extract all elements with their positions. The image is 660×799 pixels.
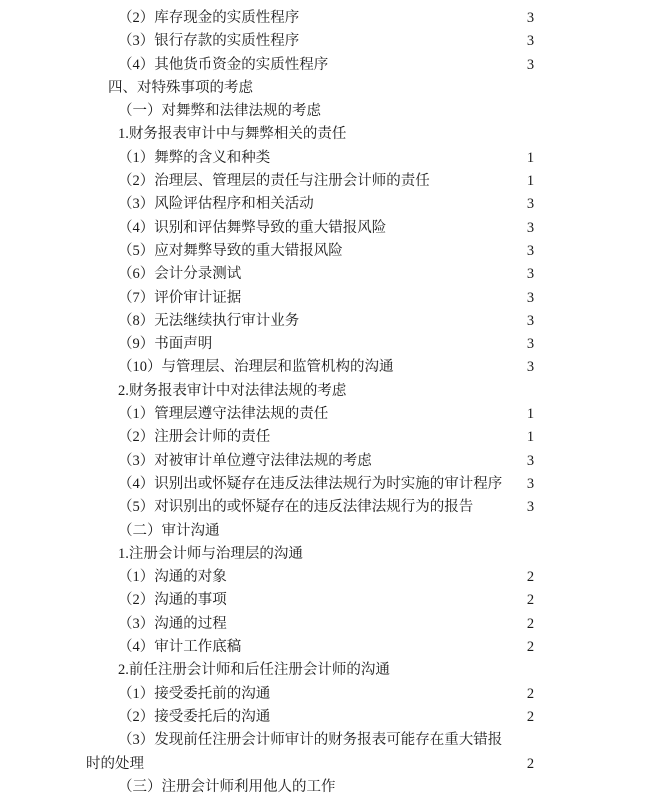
outline-item-score: 1 [526, 406, 535, 423]
outline-item-score: 2 [526, 755, 535, 772]
outline-item-label: 时的处理 [86, 755, 144, 772]
outline-item-label: 1.注册会计师与治理层的沟通 [118, 545, 303, 562]
outline-item-label: （2）接受委托后的沟通 [118, 708, 271, 725]
outline-item-score: 3 [526, 336, 535, 353]
outline-item-label: （1）舞弊的含义和种类 [118, 149, 271, 166]
outline-item-label: （7）评价审计证据 [118, 289, 242, 306]
outline-item-score: 2 [526, 592, 535, 609]
outline-item-label: （10）与管理层、治理层和监管机构的沟通 [118, 359, 394, 376]
outline-item-score: 2 [526, 685, 535, 702]
outline-item-score: 3 [526, 289, 535, 306]
outline-item-label: （一）对舞弊和法律法规的考虑 [118, 103, 321, 120]
outline-item-label: （4）识别和评估舞弊导致的重大错报风险 [118, 219, 387, 236]
outline-item-label: 2.前任注册会计师和后任注册会计师的沟通 [118, 662, 390, 679]
section-titles-cell [86, 77, 503, 799]
outline-item-score: 3 [526, 242, 535, 259]
table-row [86, 77, 574, 799]
outline-item-label: （1）接受委托前的沟通 [118, 685, 271, 702]
outline-item-score: 3 [526, 33, 535, 50]
outline-item-label: 四、对特殊事项的考虑 [108, 79, 253, 96]
outline-item-label: （4）其他货币资金的实质性程序 [118, 56, 329, 73]
section-titles-cell [86, 7, 487, 77]
outline-item-score: 3 [526, 10, 535, 26]
outline-item-label: （4）识别出或怀疑存在违反法律法规行为时实施的审计程序 [118, 475, 503, 492]
outline-item-score: 2 [526, 615, 535, 632]
outline-item-label: （6）会计分录测试 [118, 266, 242, 283]
outline-item-score: 3 [526, 359, 535, 376]
outline-item-label: （2）治理层、管理层的责任与注册会计师的责任 [118, 173, 430, 190]
outline-item-score: 3 [526, 452, 535, 469]
outline-item-label: （2）注册会计师的责任 [118, 429, 271, 446]
outline-item-label: （二）审计沟通 [118, 522, 220, 539]
outline-item-label: （5）应对舞弊导致的重大错报风险 [118, 242, 343, 259]
outline-item-label: （3）银行存款的实质性程序 [118, 33, 300, 50]
outline-item-score: 1 [526, 429, 535, 446]
outline-item-label: 2.财务报表审计中对法律法规的考虑 [118, 382, 347, 399]
table-row [86, 7, 574, 77]
syllabus-table-body [86, 7, 574, 799]
outline-item-label: （3）发现前任注册会计师审计的财务报表可能存在重大错报 [118, 732, 503, 749]
outline-item-score: 3 [526, 312, 535, 329]
outline-item-label: （3）对被审计单位遵守法律法规的考虑 [118, 452, 372, 469]
outline-item-label: （3）沟通的过程 [118, 615, 227, 632]
outline-item-label: （1）沟通的对象 [118, 569, 227, 586]
outline-item-score: 3 [526, 475, 535, 492]
outline-item-score: 2 [526, 639, 535, 656]
section-scores-cell [487, 77, 574, 799]
outline-item-label: （8）无法继续执行审计业务 [118, 312, 300, 329]
outline-item-label: （5）对识别出的或怀疑存在的违反法律法规行为的报告 [118, 499, 474, 516]
outline-item-score: 2 [526, 708, 535, 725]
outline-item-label: （三）注册会计师利用他人的工作 [118, 778, 336, 795]
outline-item-score: 3 [526, 499, 535, 516]
outline-item-score: 1 [526, 149, 535, 166]
outline-item-score: 3 [526, 219, 535, 236]
outline-item-score: 1 [526, 173, 535, 190]
outline-item-score: 3 [526, 56, 535, 73]
outline-item-label: （4）审计工作底稿 [118, 639, 242, 656]
outline-item-score: 3 [526, 266, 535, 283]
outline-item-label: （3）风险评估程序和相关活动 [118, 196, 314, 213]
outline-item-label: 1.财务报表审计中与舞弊相关的责任 [118, 126, 347, 143]
outline-item-score: 2 [526, 569, 535, 586]
outline-item-label: （1）管理层遵守法律法规的责任 [118, 406, 329, 423]
outline-item-label: （2）库存现金的实质性程序 [118, 10, 300, 26]
outline-item-score: 3 [526, 196, 535, 213]
outline-item-label: （9）书面声明 [118, 336, 213, 353]
syllabus-table [86, 7, 574, 799]
section-scores-cell [487, 7, 574, 77]
outline-item-label: （2）沟通的事项 [118, 592, 227, 609]
